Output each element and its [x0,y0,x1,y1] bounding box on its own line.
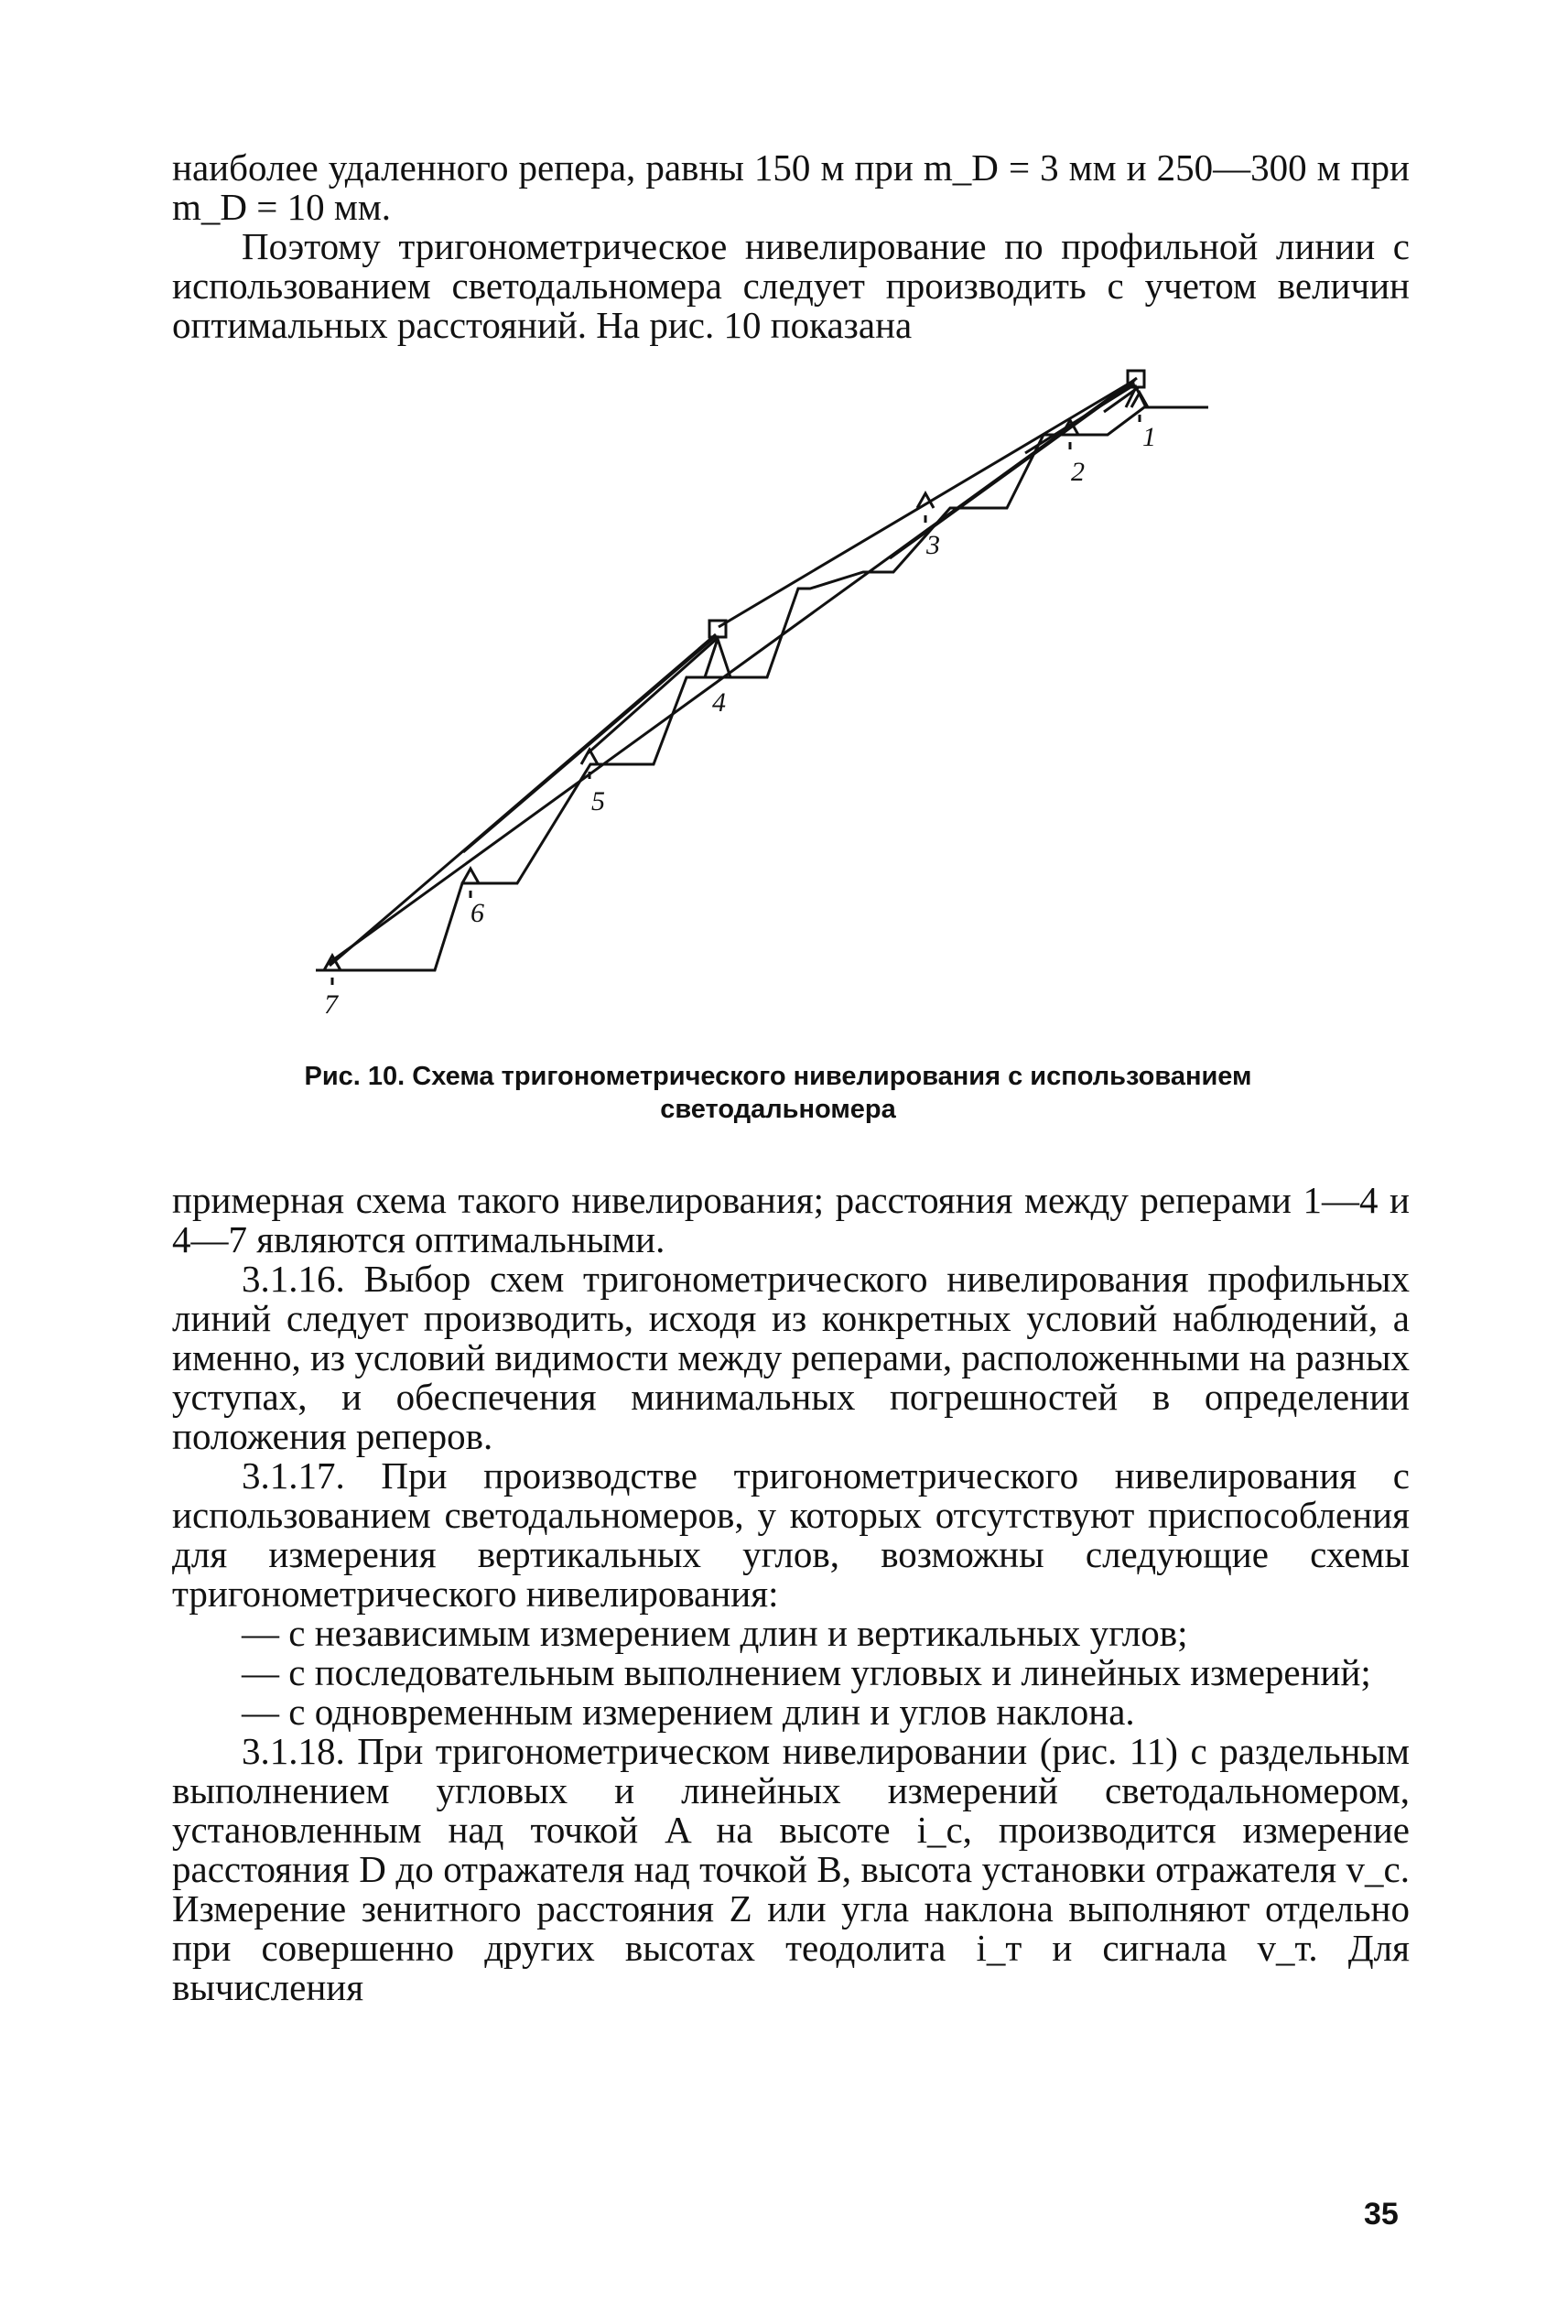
terrain-profile [316,407,1208,970]
text-block-bottom [172,1181,1410,2007]
benchmark-label-1: 1 [1142,422,1156,452]
page-number: 35 [1364,2197,1399,2232]
benchmark-label-5: 5 [591,786,605,816]
sight-line-1-2 [1025,384,1135,453]
benchmark-label-7: 7 [324,989,338,1020]
paragraph-continuation: наиболее удаленного репера, равны 150 м при m_D = 3 мм и 250—300 м при m_D = 10 мм. [172,146,1410,228]
instrument-icon-station-4 [705,621,730,677]
paragraph-3-1-16: 3.1.16. Выбор схем тригонометрического нивелирования профильных линий следует производить, исходя из конкретных условий наблюдений, а именно, из условий видимости между реперами, расположенными на разных уступах, и обеспечения минимальных погрешностей в определении положения реперов. [172,1258,1410,1457]
sight-line-1-4 [719,380,1135,627]
benchmark-label-2: 2 [1071,457,1085,487]
list-item: — с одновременным измерением длин и углов наклона. [242,1691,1135,1733]
figure-caption: Рис. 10. Схема тригонометрического нивелирования с использованием светодальномера [304,1062,1252,1124]
benchmark-label-3: 3 [926,530,940,560]
benchmark-icon-6 [462,869,479,883]
paragraph-3-1-18: 3.1.18. При тригонометрическом нивелировании (рис. 11) с раздельным выполнением угловых и линейных измерений светодальномером, установленным над точкой A на высоте i_c, производится измерение расстояния D до отражателя над точкой B, высота установки отражателя v_c. Измерение зенитного расстояния Z или угла наклона выполняют отдельно при совершенно других высотах теодолита i_т и сигнала v_т. Для вычисления [172,1730,1410,2008]
benchmark-icon-5 [581,750,598,764]
sight-line-4-6 [463,636,716,852]
paragraph-continuation: примерная схема такого нивелирования; расстояния между реперами 1—4 и 4—7 являются оптимальными. [172,1179,1410,1260]
text-block-top [172,148,1410,345]
figure-10 [275,362,1281,1039]
profile-diagram [275,362,1281,1039]
benchmark-icon-1 [1131,393,1148,407]
paragraph: Поэтому тригонометрическое нивелирование по профильной линии с использованием светодальномера следует производить с учетом величин оптимальных расстояний. На рис. 10 показана [172,225,1410,346]
list-item: — с независимым измерением длин и вертикальных углов; [242,1612,1188,1654]
list-item: — с последовательным выполнением угловых и линейных измерений; [242,1651,1371,1693]
paragraph-3-1-17: 3.1.17. При производстве тригонометрического нивелирования с использованием светодальномеров, у которых отсутствуют приспособления для измерения вертикальных углов, возможны следующие схемы тригонометрического нивелирования: [172,1454,1410,1615]
benchmark-label-6: 6 [470,898,484,928]
benchmark-label-4: 4 [712,687,726,718]
